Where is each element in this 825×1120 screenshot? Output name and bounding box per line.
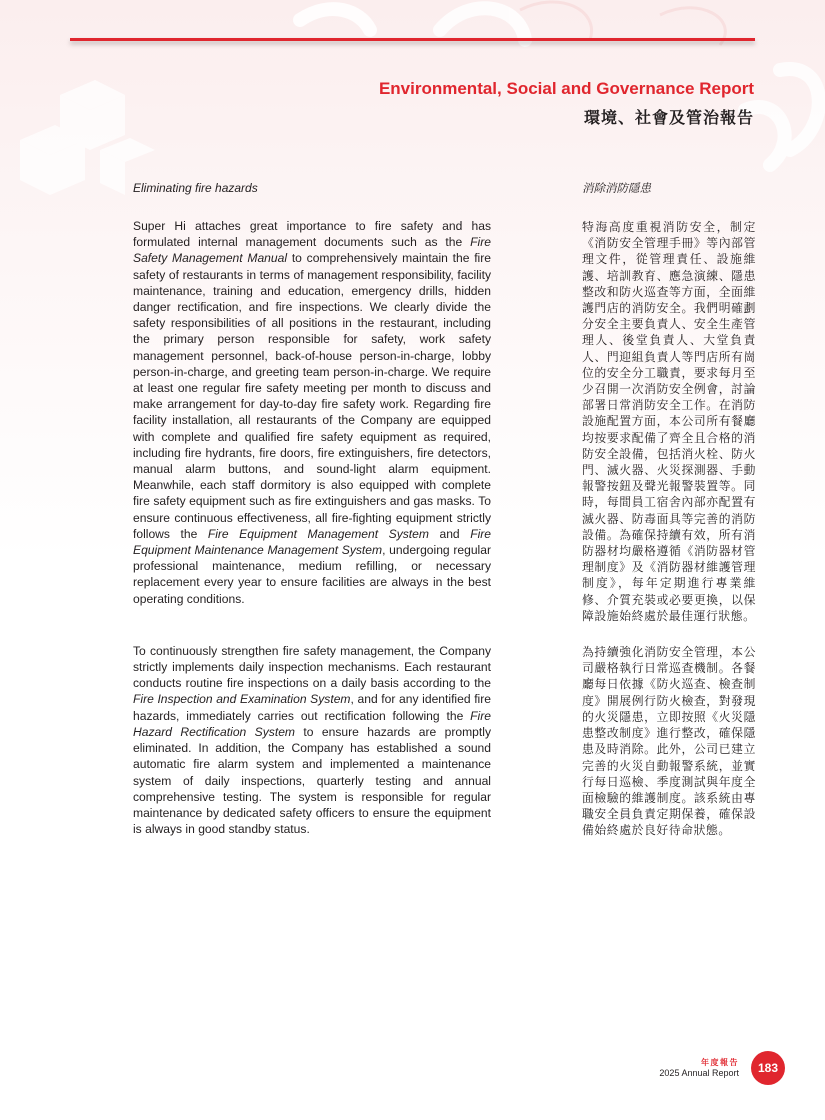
document-title: Fire Equipment Management System xyxy=(207,526,429,541)
report-title-en: Environmental, Social and Governance Report xyxy=(378,79,754,98)
section-heading-zh: 消除消防隱患 xyxy=(582,181,651,195)
paragraph-en-2: To continuously strengthen fire safety management, the Company strictly implements daily inspection mechanisms. Each restaurant conducts routine fire inspections on a daily basis according to the Fire Inspection and Examination System, and for any identified fire hazards, immediately carries out rectification following the Fire Hazard Rectification System to ensure hazards are promptly eliminated. In addition, the Company has established a sound automatic fire alarm system and implemented a maintenance system of daily inspections, quarterly testing and annual comprehensive testing. The system is responsible for regular maintenance by dedicated safety officers to ensure the equipment is always in good standby status. xyxy=(133,643,491,837)
paragraph-zh-1: 特海高度重視消防安全，制定《消防安全管理手冊》等內部管理文件，從管理責任、設施維護、培訓教育、應急演練、隱患整改和防火巡查等方面，全面維護門店的消防安全。我們明確劃分安全主要負責人、安全生產管理人、後堂負責人、大堂負責人、門迎組負責人等門店所有崗位的安全分工職責，要求每月至少召開一次消防安全例會，討論部署日常消防安全工作。在消防設施配置方面，本公司所有餐廳均按要求配備了齊全且合格的消防安全設備，包括消火栓、防火門、滅火器、火災探測器、手動報警按鈕及聲光報警裝置等。同時，每間員工宿舍內部亦配置有滅火器、防毒面具等完善的消防設備。為確保持續有效，所有消防器材均嚴格遵循《消防器材管理制度》及《消防器材維護管理制度》，每年定期進行專業維修、介質充裝或必要更換，以保障設施始終處於最佳運行狀態。 xyxy=(582,220,756,623)
paragraph-en-1: Super Hi attaches great importance to fire safety and has formulated internal management documents such as the Fire Safety Management Manual to comprehensively maintain the fire safety of restaurants in terms of management responsibility, facility maintenance, training and education, emergency drills, hidden danger rectification, and fire inspections. We clearly divide the safety responsibilities of all positions in the restaurant, including the primary person responsible for safety, work safety management personnel, back-of-house person-in-charge, lobby person-in-charge, and greeting team person-in-charge. We require at least one regular fire safety meeting per month to discuss and make arrangement for day-to-day fire safety work. Regarding fire facility installation, all restaurants of the Company are equipped with complete and qualified fire safety equipment as required, including fire hydrants, fire doors, fire extinguishers, fire detectors, manual alarm buttons, and sound-light alarm equipment. Meanwhile, each staff dormitory is also equipped with complete fire safety equipment such as fire extinguishers and gas masks. To ensure continuous effectiveness, all fire-fighting equipment strictly follows the Fire Equipment Management System and Fire Equipment Maintenance Management System, undergoing regular professional maintenance, medium refilling, or necessary replacement every year to ensure facilities are always in the best operating conditions. xyxy=(133,219,492,606)
paragraph-zh-2: 為持續強化消防安全管理，本公司嚴格執行日常巡查機制。各餐廳每日依據《防火巡查、檢查制度》開展例行防火檢查，對發現的火災隱患，立即按照《火災隱患整改制度》進行整改，確保隱患及時消除。此外，公司已建立完善的火災自動報警系統，並實行每日巡檢、季度測試與年度全面檢驗的維護制度。該系統由專職安全員負責定期保養，確保設備始終處於良好待命狀態。 xyxy=(582,645,756,838)
section-heading-en: Eliminating fire hazards xyxy=(133,181,258,195)
page-number-badge: 183 xyxy=(751,1051,785,1085)
english-column xyxy=(133,180,491,837)
document-title: Fire Safety Management Manual xyxy=(133,235,491,266)
chinese-column xyxy=(582,180,756,839)
document-title: Fire Inspection and Examination System xyxy=(133,692,351,707)
header-rule xyxy=(70,38,755,41)
footer-label-en: 2025 Annual Report xyxy=(659,1068,739,1078)
document-title: Fire Equipment Maintenance Management System xyxy=(133,526,492,558)
report-title-zh: 環境、社會及管治報告 xyxy=(583,108,754,127)
footer-label-zh: 年度報告 xyxy=(701,1058,739,1067)
document-title: Fire Hazard Rectification System xyxy=(133,708,491,739)
